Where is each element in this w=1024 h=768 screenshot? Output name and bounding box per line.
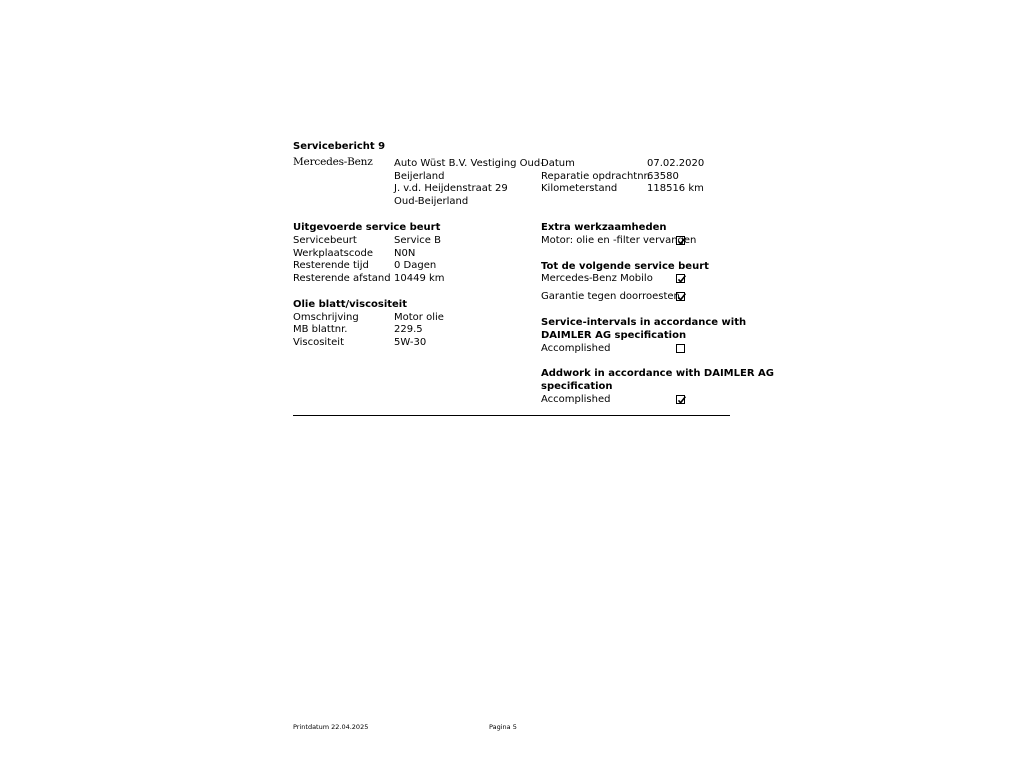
meta-value-datum: 07.02.2020 xyxy=(647,158,705,169)
brand-logo: Mercedes-Benz xyxy=(293,156,373,168)
next-item-label: Garantie tegen doorroesten xyxy=(541,291,680,302)
oil-label: MB blattnr. xyxy=(293,324,348,335)
meta-label-km: Kilometerstand xyxy=(541,183,618,194)
oil-label: Omschrijving xyxy=(293,312,359,323)
next-item-label: Mercedes-Benz Mobilo xyxy=(541,273,653,284)
meta-label-datum: Datum xyxy=(541,158,575,169)
intervals-heading-line2: DAIMLER AG specification xyxy=(541,330,687,341)
checkbox-addwork-accomplished[interactable] xyxy=(676,395,685,404)
checkmark-icon xyxy=(677,293,686,302)
dealer-street: J. v.d. Heijdenstraat 29 xyxy=(394,183,508,194)
service-label: Resterende afstand xyxy=(293,273,391,284)
oil-label: Viscositeit xyxy=(293,337,344,348)
oil-heading: Olie blatt/viscositeit xyxy=(293,299,408,310)
service-value: 10449 km xyxy=(394,273,445,284)
checkbox-rust-warranty[interactable] xyxy=(676,292,685,301)
meta-value-order: 63580 xyxy=(647,171,679,182)
oil-value: 5W-30 xyxy=(394,337,427,348)
service-label: Resterende tijd xyxy=(293,260,369,271)
addwork-label: Accomplished xyxy=(541,394,611,405)
service-value: Service B xyxy=(394,235,441,246)
next-heading: Tot de volgende service beurt xyxy=(541,261,709,272)
service-label: Werkplaatscode xyxy=(293,248,373,259)
oil-value: Motor olie xyxy=(394,312,444,323)
intervals-label: Accomplished xyxy=(541,343,611,354)
oil-value: 229.5 xyxy=(394,324,423,335)
checkbox-oil-filter[interactable] xyxy=(676,236,685,245)
footer-page-number: Pagina 5 xyxy=(489,723,517,731)
extra-item-label: Motor: olie en -filter vervangen xyxy=(541,235,697,246)
meta-value-km: 118516 km xyxy=(647,183,704,194)
checkbox-intervals-accomplished[interactable] xyxy=(676,344,685,353)
section-divider xyxy=(293,415,730,416)
checkmark-icon xyxy=(677,396,686,405)
dealer-name-line1: Auto Wüst B.V. Vestiging Oud- xyxy=(394,158,544,169)
service-value: 0 Dagen xyxy=(394,260,437,271)
meta-label-order: Reparatie opdrachtnr. xyxy=(541,171,650,182)
page-title: Servicebericht 9 xyxy=(293,141,386,152)
addwork-heading-line1: Addwork in accordance with DAIMLER AG xyxy=(541,368,774,379)
footer-printdate: Printdatum 22.04.2025 xyxy=(293,723,369,731)
service-heading: Uitgevoerde service beurt xyxy=(293,222,441,233)
extra-heading: Extra werkzaamheden xyxy=(541,222,667,233)
dealer-city: Oud-Beijerland xyxy=(394,196,469,207)
addwork-heading-line2: specification xyxy=(541,381,613,392)
dealer-name-line2: Beijerland xyxy=(394,171,445,182)
service-label: Servicebeurt xyxy=(293,235,357,246)
service-value: N0N xyxy=(394,248,416,259)
intervals-heading-line1: Service-intervals in accordance with xyxy=(541,317,747,328)
checkmark-icon xyxy=(677,275,686,284)
checkmark-icon xyxy=(677,237,686,246)
checkbox-mobilo[interactable] xyxy=(676,274,685,283)
